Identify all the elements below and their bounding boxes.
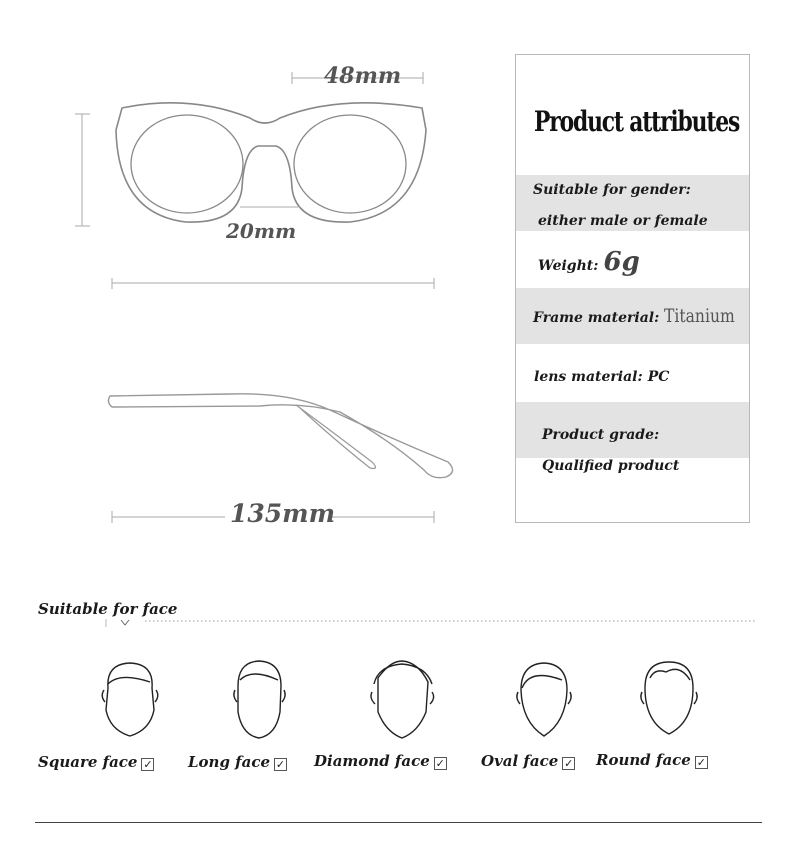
frame-row [533,305,751,327]
glasses-front-diagram [60,60,460,300]
gender-value: either male or female [538,213,708,229]
round-face-icon [641,662,697,734]
grade-label: Product grade: [542,427,660,443]
frame-outline [116,103,426,222]
bottom-divider [35,822,762,823]
face-label-round: Round face ✓ [596,751,706,769]
face-shapes-diagram [90,655,710,745]
bridge-width-label: 20mm [226,219,297,243]
lens-value: PC [647,369,670,385]
diamond-face-icon [371,661,434,738]
diamond-face-checkbox[interactable]: ✓ [435,757,445,770]
grade-value: Qualified product [542,458,680,474]
square-face-icon [102,663,158,736]
right-lens [294,115,406,213]
face-label-oval: Oval face ✓ [481,752,574,770]
gender-label: Suitable for gender: [533,182,691,198]
lens-row [534,366,669,385]
temple-length-label: 135mm [230,499,336,528]
left-lens [131,115,243,213]
face-label-diamond: Diamond face ✓ [314,752,445,770]
attributes-title: Product attributes [534,105,740,138]
oval-face-icon [517,663,571,736]
face-label-long: Long face ✓ [188,753,286,771]
product-attributes-panel [515,54,750,523]
long-face-icon [234,661,285,738]
heading-divider [100,612,760,630]
round-face-checkbox[interactable]: ✓ [696,756,706,769]
face-label-square: Square face ✓ [38,753,153,771]
weight-row [538,247,640,277]
weight-label: Weight: [538,258,599,274]
long-face-checkbox[interactable]: ✓ [275,758,286,771]
face-section-heading: Suitable for face [38,600,178,618]
lens-label: lens material: [534,369,643,385]
oval-face-checkbox[interactable]: ✓ [564,757,574,770]
square-face-checkbox[interactable]: ✓ [143,758,153,771]
frame-value: Titanium [664,305,736,327]
weight-value: 6g [603,247,640,277]
frame-label: Frame material: [533,310,660,326]
lens-width-label: 48mm [324,63,402,89]
